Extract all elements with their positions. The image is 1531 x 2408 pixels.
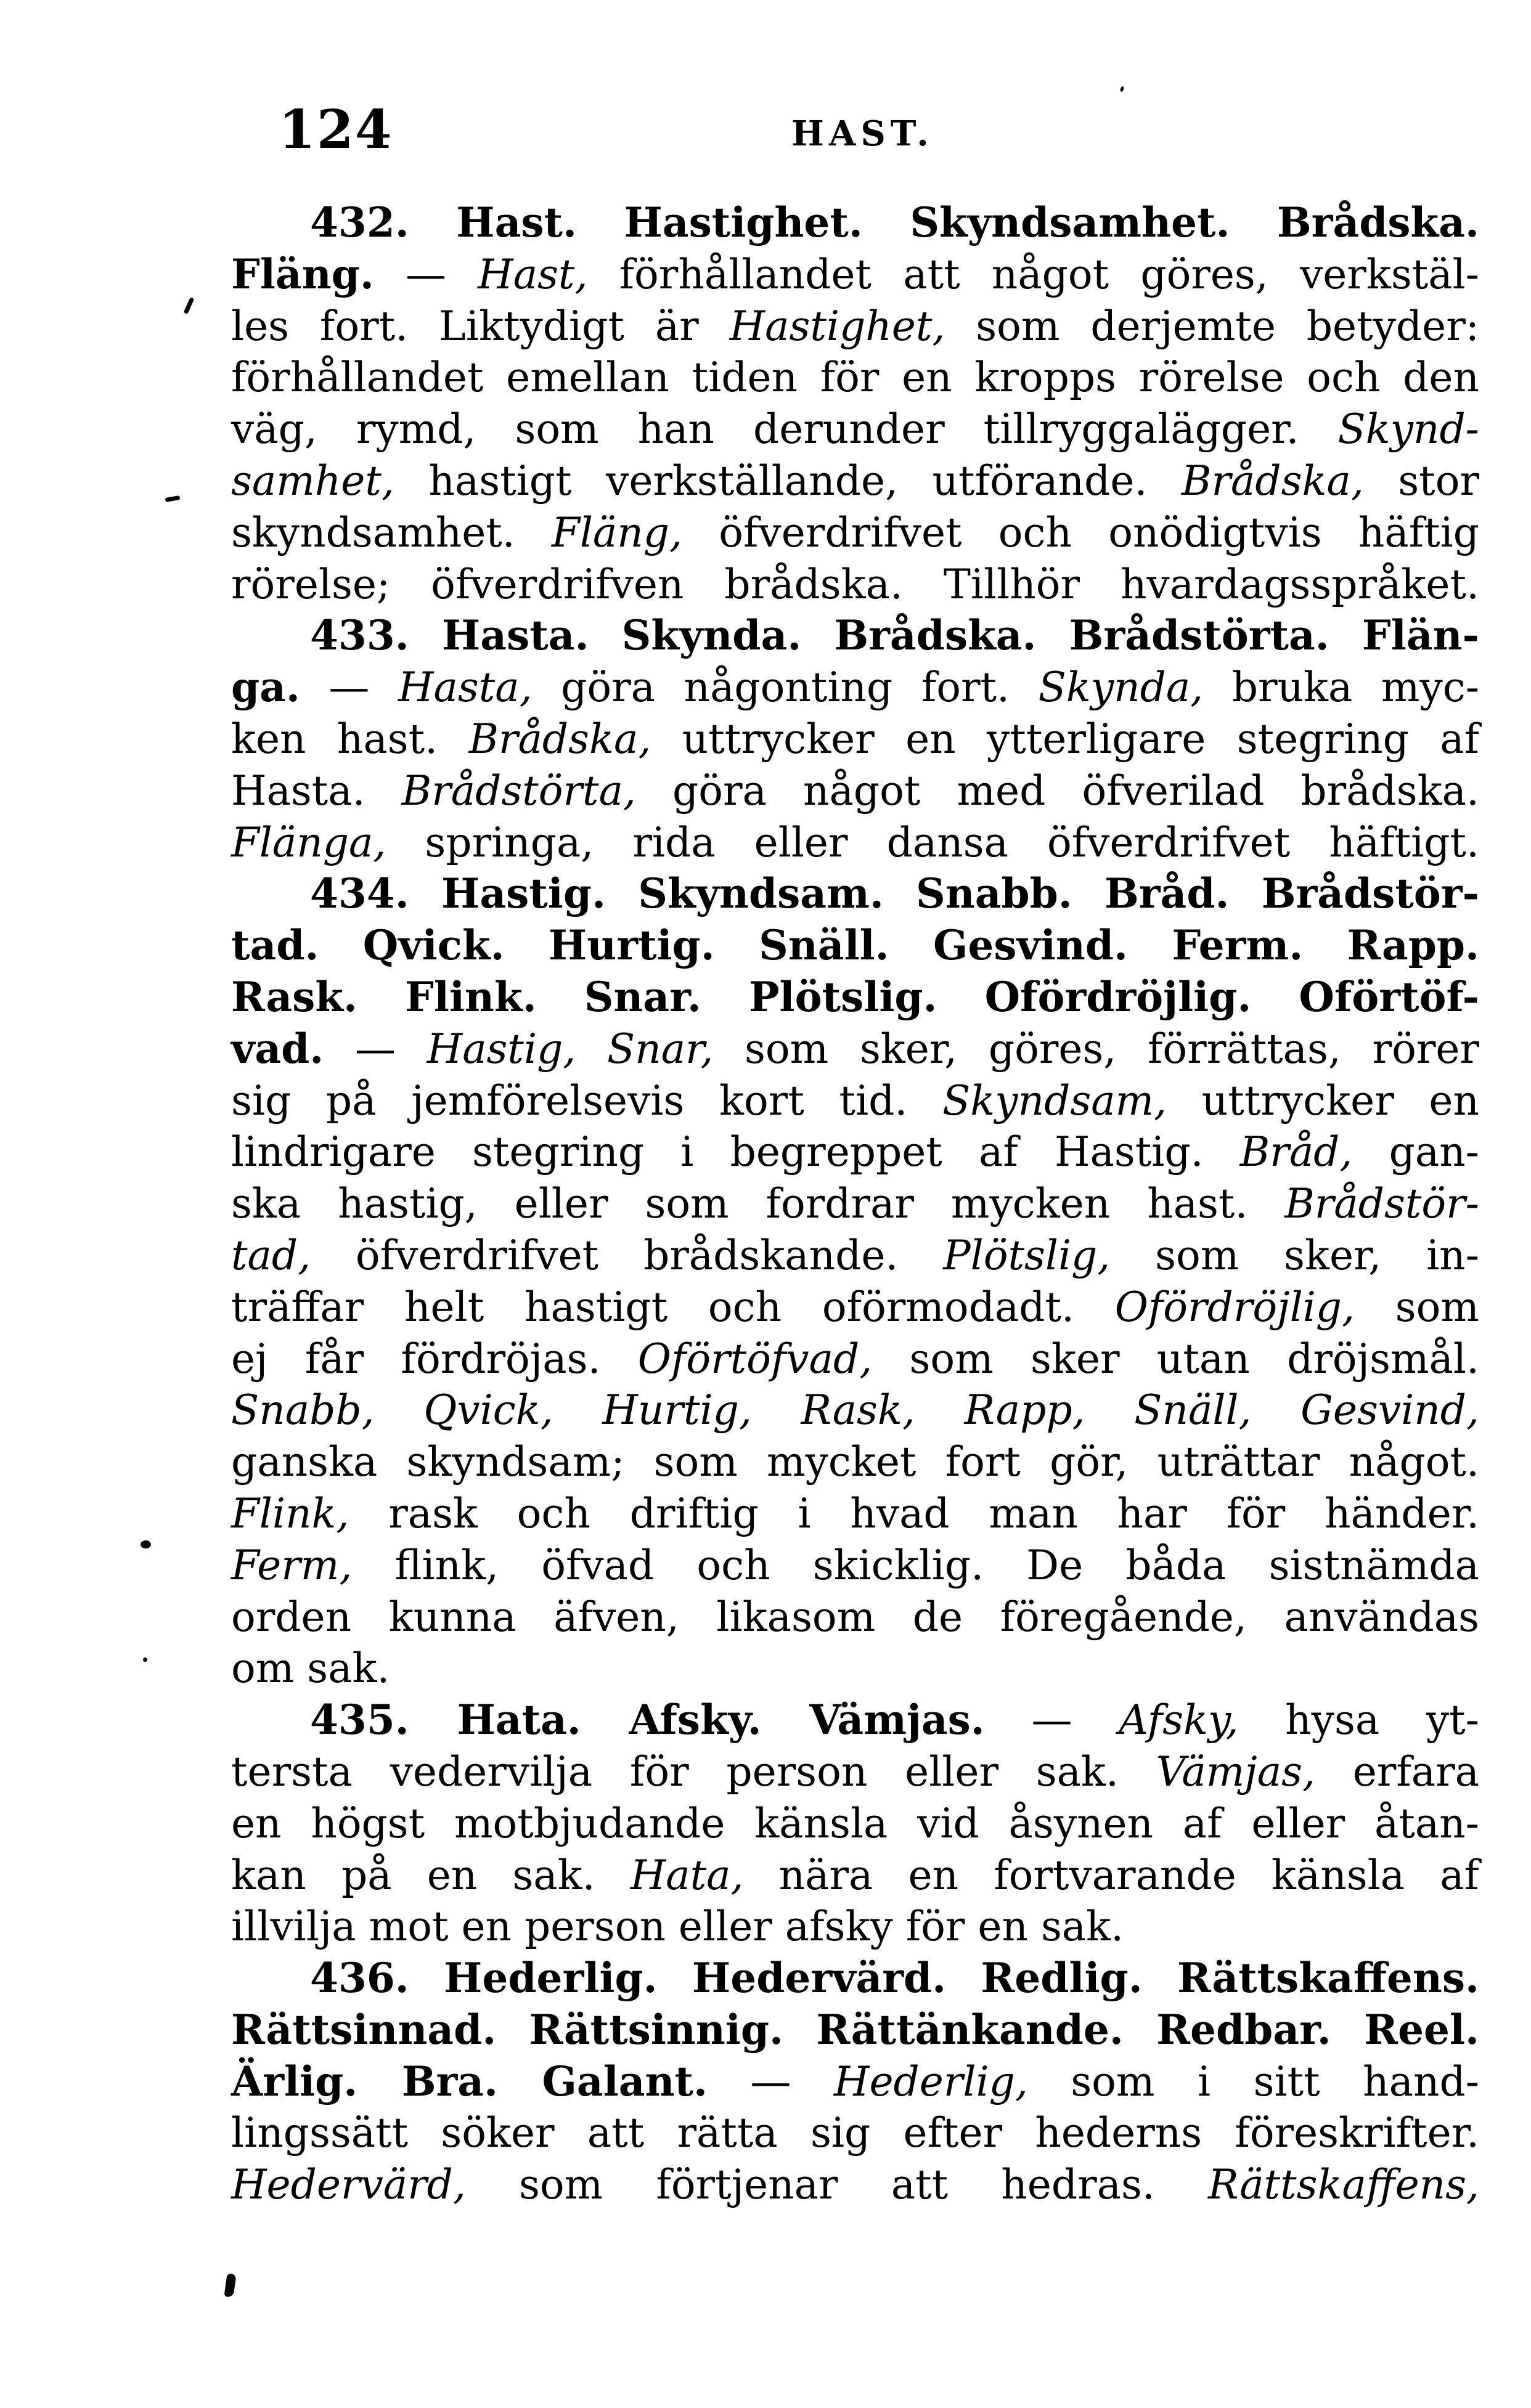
- text-line: [231, 868, 1479, 920]
- text-line: [231, 972, 1479, 1023]
- text-segment: erfara: [1315, 1747, 1480, 1796]
- text-segment: väg, rymd, som han derunder tillryggalägger.: [231, 405, 1338, 454]
- text-line: [231, 1488, 1479, 1540]
- text-line: [231, 2107, 1479, 2159]
- ink-mark-speck: [1120, 86, 1125, 92]
- text-line: [231, 1282, 1479, 1333]
- text-segment: Plötslig,: [943, 1231, 1111, 1279]
- text-segment: förhållandet att något göres, verkstäl-: [587, 250, 1479, 298]
- ink-mark-dash: [165, 495, 181, 502]
- text-segment: rask och driftig i hvad man har för händer.: [349, 1489, 1479, 1537]
- text-segment: Rättskaffens,: [1208, 2161, 1479, 2209]
- ink-mark-tick: [184, 297, 195, 314]
- text-segment: Fläng.: [231, 250, 374, 298]
- text-line: [231, 1592, 1479, 1643]
- text-segment: skyndsamhet.: [231, 508, 552, 556]
- text-segment: Hastighet,: [729, 302, 945, 350]
- text-segment: —: [324, 1025, 427, 1073]
- text-segment: tersta vedervilja för person eller sak.: [231, 1747, 1156, 1796]
- text-line: [231, 197, 1479, 249]
- text-line: [231, 352, 1479, 404]
- text-segment: ga.: [231, 663, 300, 712]
- dictionary-entry-433: [231, 610, 1479, 868]
- ink-mark-dot: [143, 1658, 147, 1662]
- text-segment: som sker, in-: [1110, 1231, 1479, 1279]
- text-segment: en högst motbjudande känsla vid åsynen af eller åtan-: [231, 1799, 1479, 1847]
- text-line: [231, 1436, 1479, 1488]
- text-segment: göra någonting fort.: [532, 664, 1039, 712]
- text-segment: ej får fördröjas.: [231, 1335, 638, 1383]
- text-segment: Hast,: [478, 250, 588, 298]
- ink-mark-blob: [224, 2273, 236, 2298]
- text-line: [231, 1333, 1479, 1385]
- text-segment: Afsky,: [1119, 1696, 1239, 1744]
- text-line: [231, 1540, 1479, 1592]
- text-segment: som sker utan dröjsmål.: [872, 1335, 1479, 1383]
- text-segment: 436. Hederlig. Hedervärd. Redlig. Rättskaffens.: [310, 1954, 1479, 2003]
- text-segment: ska hastig, eller som fordrar mycken hast.: [231, 1180, 1285, 1228]
- text-line: [231, 301, 1479, 352]
- text-segment: Fläng,: [552, 508, 683, 556]
- text-segment: —: [707, 2057, 834, 2105]
- text-segment: som förtjenar att hedras.: [465, 2161, 1208, 2209]
- text-segment: Brådstör-: [1284, 1180, 1479, 1228]
- text-segment: 432. Hast. Hastighet. Skyndsamhet. Brådska.: [310, 198, 1479, 246]
- dictionary-entry-435: [231, 1694, 1479, 1953]
- text-segment: Skynd-: [1337, 405, 1479, 454]
- text-line: [231, 1901, 1479, 1953]
- text-line: [231, 404, 1479, 455]
- text-segment: Hederlig,: [833, 2057, 1028, 2105]
- running-head: HAST.: [791, 113, 934, 154]
- text-line: [231, 1694, 1479, 1746]
- text-segment: Brådska,: [1181, 457, 1364, 505]
- text-segment: 434. Hastig. Skyndsam. Snabb. Bråd. Brådstör-: [310, 869, 1479, 918]
- text-segment: lingssätt söker att rätta sig efter hederns föreskrifter.: [231, 2109, 1479, 2157]
- text-segment: Hata,: [630, 1851, 744, 1899]
- text-segment: Ferm,: [231, 1541, 353, 1589]
- text-segment: lindrigare stegring i begreppet af Hastig.: [231, 1128, 1240, 1176]
- text-line: [231, 610, 1479, 662]
- text-segment: samhet,: [231, 457, 394, 505]
- page-number: 124: [279, 99, 393, 161]
- text-segment: som sker, göres, förrättas, rörer: [713, 1025, 1479, 1073]
- text-segment: tad,: [231, 1231, 311, 1279]
- text-line: [231, 2004, 1479, 2056]
- text-segment: Bråd,: [1239, 1128, 1353, 1176]
- text-segment: uttrycker en: [1167, 1076, 1479, 1125]
- text-segment: Brådstörta,: [401, 767, 636, 815]
- text-line: [231, 1850, 1479, 1902]
- text-line: [231, 1643, 1479, 1694]
- text-segment: Vämjas,: [1156, 1747, 1315, 1796]
- text-segment: öfverdrifvet brådskande.: [311, 1231, 944, 1279]
- text-segment: nära en fortvarande känsla af: [743, 1851, 1479, 1899]
- dictionary-entry-434: [231, 868, 1479, 1694]
- text-line: [231, 559, 1479, 611]
- text-segment: Snabb, Qvick, Hurtig, Rask, Rapp, Snäll, Gesvind,: [231, 1386, 1479, 1434]
- text-segment: Ofördröjlig,: [1114, 1283, 1355, 1331]
- text-segment: —: [300, 664, 398, 712]
- text-segment: Hedervärd,: [231, 2161, 466, 2209]
- text-segment: öfverdrifvet och onödigtvis häftig: [682, 508, 1479, 556]
- text-segment: Rättsinnad. Rättsinnig. Rättänkande. Redbar. Reel.: [231, 2005, 1479, 2054]
- text-segment: —: [984, 1696, 1119, 1744]
- text-segment: uttrycker en ytterligare stegring af: [651, 715, 1479, 763]
- text-line: [231, 507, 1479, 559]
- text-segment: hysa yt-: [1238, 1696, 1479, 1744]
- text-segment: les fort. Liktydigt är: [231, 302, 730, 350]
- text-segment: orden kunna äfven, likasom de föregående, användas: [231, 1593, 1479, 1641]
- text-segment: Oförtöfvad,: [637, 1335, 873, 1383]
- text-line: [231, 765, 1479, 817]
- text-line: [231, 1385, 1479, 1436]
- text-segment: bruka myc-: [1203, 664, 1480, 712]
- text-line: [231, 662, 1479, 714]
- text-line: [231, 1075, 1479, 1127]
- text-segment: Rask. Flink. Snar. Plötslig. Ofördröjlig. Oförtöf-: [231, 972, 1479, 1021]
- text-segment: springa, rida eller dansa öfverdrifvet häftigt.: [386, 818, 1479, 866]
- text-segment: Flink,: [231, 1489, 349, 1537]
- text-line: [231, 1023, 1479, 1075]
- text-segment: hastigt verkställande, utförande.: [394, 457, 1182, 505]
- text-segment: Ärlig. Bra. Galant.: [231, 2057, 708, 2105]
- text-segment: Skynda,: [1038, 664, 1204, 712]
- text-segment: ken hast.: [231, 715, 469, 763]
- text-segment: Hasta.: [231, 767, 402, 815]
- text-line: [231, 817, 1479, 869]
- text-segment: Hastig, Snar,: [427, 1025, 714, 1073]
- text-segment: kan på en sak.: [231, 1851, 631, 1899]
- text-segment: rörelse; öfverdrifven brådska. Tillhör hvardagsspråket.: [231, 560, 1479, 608]
- text-segment: vad.: [231, 1024, 324, 1073]
- text-line: [231, 1230, 1479, 1282]
- text-segment: gan-: [1352, 1128, 1480, 1176]
- text-line: [231, 249, 1479, 301]
- text-segment: illvilja mot en person eller afsky för en sak.: [231, 1903, 1124, 1951]
- text-segment: som i sitt hand-: [1027, 2057, 1479, 2105]
- text-line: [231, 455, 1479, 507]
- text-line: [231, 1746, 1479, 1798]
- text-line: [231, 1798, 1479, 1850]
- text-segment: som: [1355, 1283, 1479, 1331]
- text-segment: ganska skyndsam; som mycket fort gör, uträttar något.: [231, 1438, 1479, 1486]
- text-line: [231, 1953, 1479, 2004]
- text-segment: —: [374, 250, 478, 298]
- text-segment: Brådska,: [468, 715, 651, 763]
- text-segment: som derjemte betyder:: [945, 302, 1480, 350]
- text-line: [231, 2159, 1479, 2211]
- text-block: [231, 197, 1479, 2211]
- dictionary-entry-436: [231, 1953, 1479, 2211]
- text-line: [231, 1126, 1479, 1178]
- text-segment: 433. Hasta. Skynda. Brådska. Brådstörta. Flän-: [310, 611, 1479, 660]
- text-segment: göra något med öfverilad brådska.: [635, 767, 1480, 815]
- text-segment: flink, öfvad och skicklig. De båda sistnämda: [352, 1541, 1479, 1589]
- text-line: [231, 714, 1479, 765]
- text-segment: om sak.: [231, 1645, 390, 1693]
- text-segment: 435. Hata. Afsky. Vämjas.: [310, 1696, 985, 1744]
- text-segment: förhållandet emellan tiden för en kropps rörelse och den: [231, 354, 1479, 402]
- ink-mark-bullet: [141, 1540, 151, 1548]
- text-line: [231, 2056, 1479, 2108]
- text-segment: Hasta,: [398, 664, 533, 712]
- text-segment: sig på jemförelsevis kort tid.: [231, 1076, 943, 1125]
- text-segment: tad. Qvick. Hurtig. Snäll. Gesvind. Ferm. Rapp.: [231, 921, 1479, 970]
- text-segment: Flänga,: [231, 818, 386, 866]
- text-segment: träffar helt hastigt och oförmodadt.: [231, 1283, 1115, 1331]
- text-segment: stor: [1363, 457, 1479, 505]
- dictionary-entry-432: [231, 197, 1479, 610]
- text-line: [231, 1178, 1479, 1230]
- text-segment: Skyndsam,: [942, 1076, 1167, 1125]
- text-line: [231, 920, 1479, 972]
